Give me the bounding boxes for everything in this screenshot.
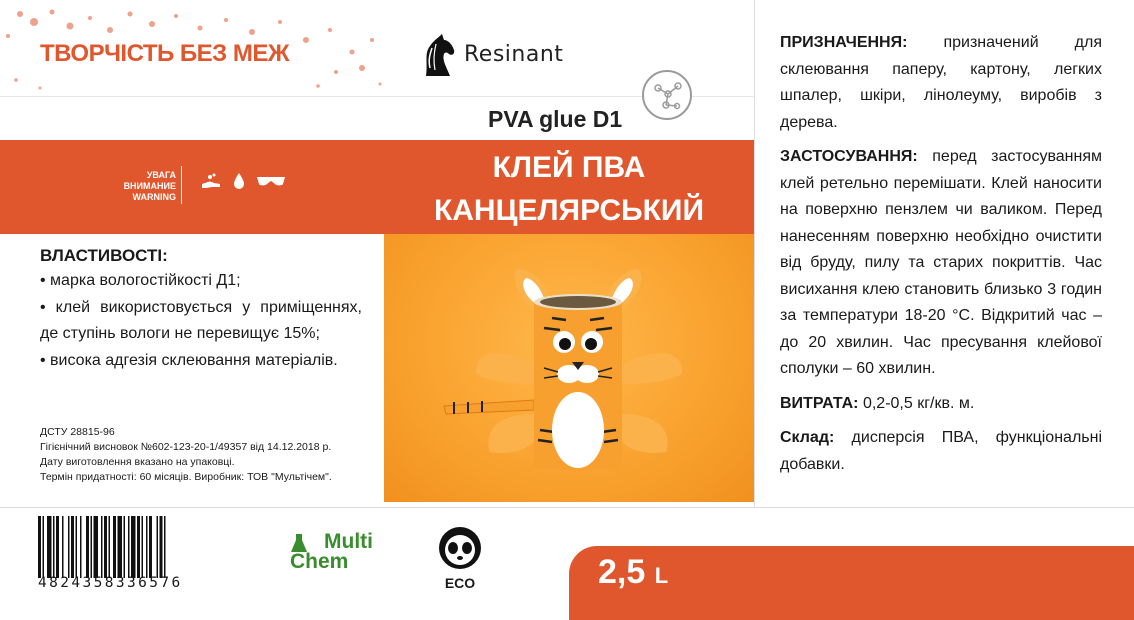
purpose-label: ПРИЗНАЧЕННЯ: — [780, 34, 908, 51]
footer-divider — [0, 507, 1134, 508]
brand-name: Resinant — [464, 41, 564, 67]
warning-label — [110, 170, 176, 203]
warning-ua: УВАГА — [146, 170, 176, 180]
usage-text: перед застосуванням клей ретельно перемішати. Клей наносити на поверхню пензлем чи валиком. Перед нанесенням поверхню необхідно очистити від бруду, пилу та старих покриттів. Час висихання клею становить близько 3 годин за температури 18-20 °C. Відкритий час – до 20 хвилин. Час пресування клейової сполуки – 60 хвилин. — [780, 148, 1102, 377]
eco-text: ECO — [444, 575, 476, 591]
purpose-text: призначений для склеювання паперу, картону, легких шпалер, шкіри, лінолеуму, виробів з дерева. — [780, 34, 1102, 131]
composition-text: дисперсія ПВА, функціональні добавки. — [780, 429, 1102, 473]
warning-en: WARNING — [132, 192, 176, 202]
consumption-label: ВИТРАТА: — [780, 394, 859, 412]
properties-heading: ВЛАСТИВОСТІ: — [40, 246, 168, 265]
goggles-icon — [256, 175, 286, 187]
shelf-life-text: Термін придатності: 60 місяців. Виробник: ТОВ "Мультічем". — [40, 471, 332, 483]
consumption-paragraph — [780, 391, 1102, 418]
divider — [0, 96, 754, 97]
product-title — [384, 146, 754, 232]
manufacture-date-text: Дату виготовлення вказано на упаковці. — [40, 456, 235, 468]
volume-value: 2,5 — [598, 553, 646, 591]
composition-label: Склад: — [780, 429, 835, 446]
barcode-icon — [38, 516, 224, 578]
hygiene-text: Гігієнічний висновок №602-123-20-1/49357 від 14.12.2018 р. — [40, 441, 332, 453]
barcode-number: 4824358336576 — [38, 575, 183, 591]
volume — [598, 553, 668, 592]
small-print — [40, 425, 370, 485]
title-line-1: КЛЕЙ ПВА — [492, 151, 646, 184]
warning-ru: ВНИМАНИЕ — [123, 181, 176, 191]
list-item: • висока адгезія склеювання матеріалів. — [40, 351, 338, 369]
slogan: ТВОРЧІСТЬ БЕЗ МЕЖ — [40, 40, 290, 67]
logo-chem-text: Chem — [290, 550, 349, 573]
multichem-logo — [290, 530, 373, 574]
warning-icons — [200, 172, 286, 190]
column-divider — [754, 0, 755, 507]
consumption-text: 0,2-0,5 кг/кв. м. — [858, 394, 975, 412]
drop-icon — [232, 172, 246, 190]
warning-divider — [181, 166, 182, 204]
hand-icon — [200, 172, 222, 190]
list-item: • клей використовується у приміщеннях, де ступінь вологи не перевищує 15%; — [40, 298, 362, 342]
eco-badge — [430, 524, 490, 591]
product-photo — [384, 234, 754, 502]
logo-multi-text: Multi — [324, 530, 373, 553]
tiger-craft-illustration — [384, 234, 754, 502]
molecule-icon — [642, 70, 692, 120]
list-item: • марка вологостійкості Д1; — [40, 272, 241, 289]
description-column — [780, 30, 1102, 486]
standard-text: ДСТУ 28815-96 — [40, 426, 115, 438]
panda-icon — [432, 524, 488, 570]
volume-unit: L — [654, 563, 669, 588]
properties-list — [40, 268, 362, 374]
usage-paragraph — [780, 144, 1102, 383]
usage-label: ЗАСТОСУВАННЯ: — [780, 148, 918, 165]
horse-logo-icon — [420, 32, 458, 76]
brand-logo — [420, 32, 563, 76]
purpose-paragraph — [780, 30, 1102, 136]
product-name-en: PVA glue D1 — [488, 106, 623, 132]
title-line-2: КАНЦЕЛЯРСЬКИЙ — [433, 194, 705, 227]
composition-paragraph — [780, 425, 1102, 478]
